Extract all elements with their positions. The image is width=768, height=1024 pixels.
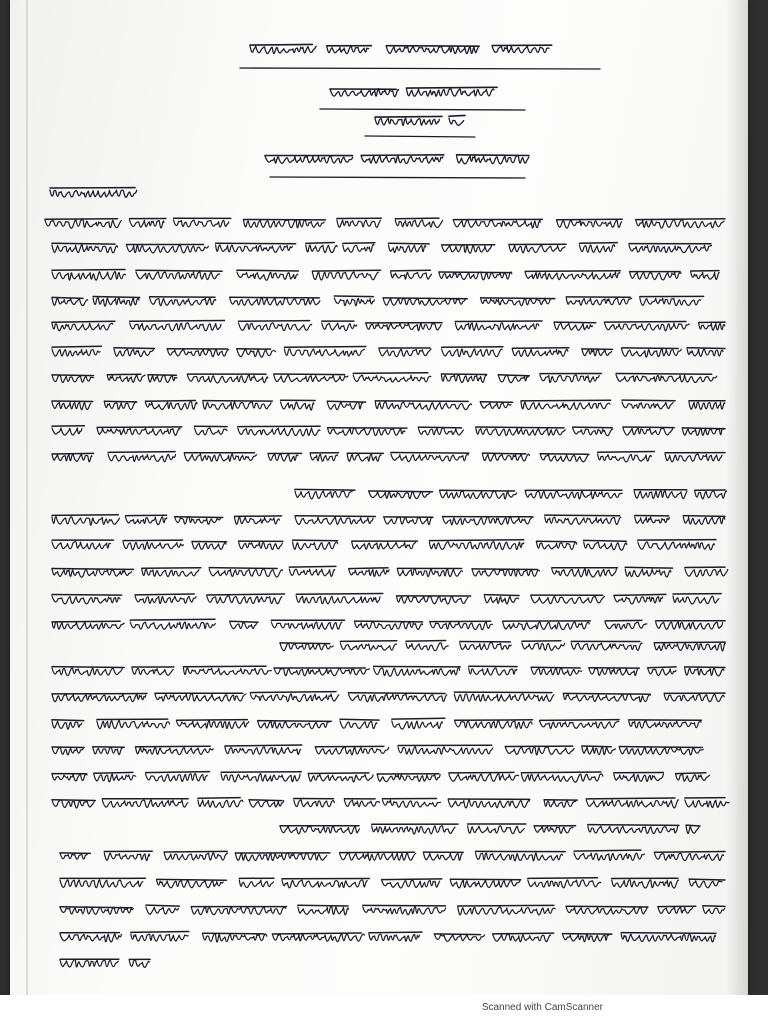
subject-line bbox=[330, 87, 497, 96]
paragraph-1-line bbox=[52, 296, 704, 306]
paragraph-1-line bbox=[52, 373, 717, 383]
paragraph-4-line bbox=[280, 824, 700, 834]
scanner-footer bbox=[0, 995, 768, 1024]
paragraph-1-line bbox=[45, 218, 725, 228]
summary-heading bbox=[50, 188, 137, 198]
paragraph-2-line bbox=[52, 515, 725, 525]
paragraph-1-line bbox=[52, 270, 719, 281]
paragraph-4-line bbox=[60, 959, 150, 967]
paragraph-4-line bbox=[60, 905, 725, 915]
paragraph-3-line bbox=[52, 798, 729, 808]
paragraph-2-line bbox=[295, 489, 727, 499]
paragraph-1-line bbox=[52, 400, 725, 410]
title-underline-2 bbox=[320, 109, 525, 110]
school-name-line bbox=[250, 44, 552, 53]
paragraph-1-line bbox=[52, 321, 725, 331]
handwriting-layer bbox=[10, 0, 748, 995]
paragraph-2-line bbox=[52, 619, 725, 630]
paragraph-3-line bbox=[52, 772, 710, 783]
handwritten-sheet bbox=[10, 0, 748, 995]
class-line bbox=[375, 115, 465, 125]
paragraph-3-line bbox=[280, 641, 725, 651]
paragraph-2-line bbox=[52, 540, 716, 551]
title-underline-4 bbox=[270, 177, 525, 178]
scanner-watermark: Scanned with CamScanner bbox=[481, 1002, 603, 1013]
poem-title-line bbox=[265, 155, 529, 164]
paragraph-2-line bbox=[52, 594, 721, 605]
paragraph-4-line bbox=[60, 932, 716, 942]
paragraph-3-line bbox=[52, 666, 725, 676]
paragraph-4-line bbox=[60, 850, 725, 861]
paragraph-2-line bbox=[52, 566, 728, 577]
paragraph-3-line bbox=[52, 718, 701, 729]
title-underline-1 bbox=[240, 68, 600, 69]
paragraph-1-line bbox=[52, 426, 725, 436]
paragraph-1-line bbox=[52, 346, 725, 357]
paragraph-1-line bbox=[52, 452, 725, 462]
paragraph-1-line bbox=[52, 243, 712, 254]
paragraph-3-line bbox=[52, 745, 703, 755]
title-underline-3 bbox=[365, 136, 475, 137]
paragraph-4-line bbox=[60, 878, 725, 888]
paragraph-3-line bbox=[52, 692, 725, 702]
